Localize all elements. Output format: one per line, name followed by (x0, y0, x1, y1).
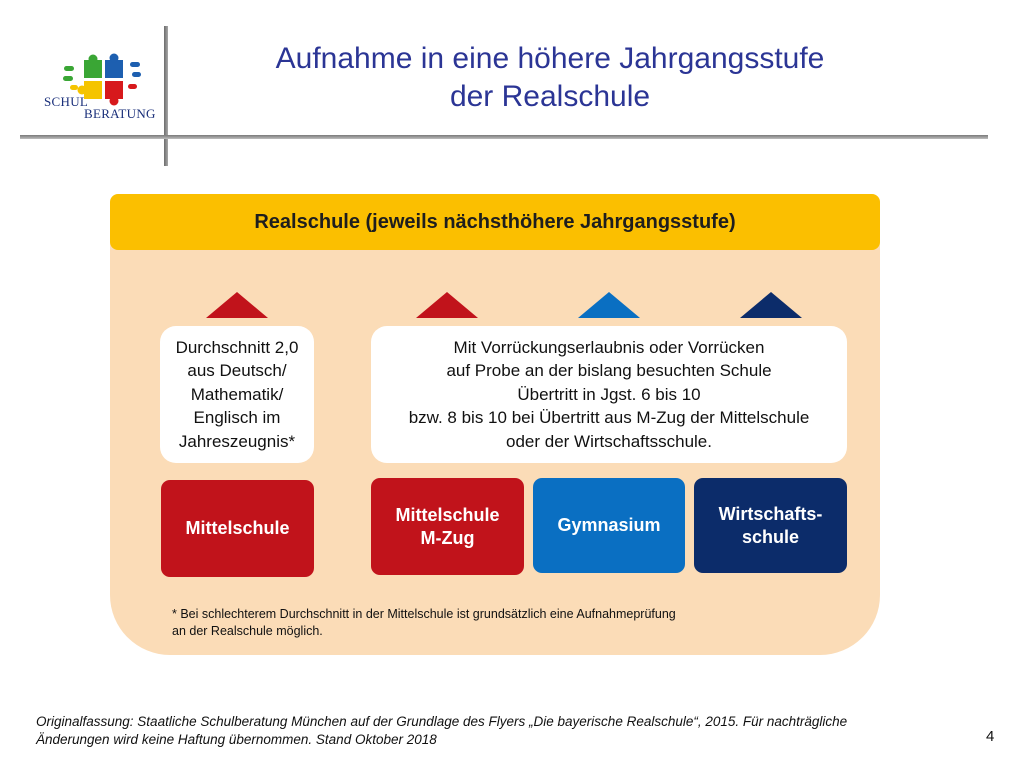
requirement-average-bubble (160, 326, 314, 463)
arrow-shape (206, 292, 268, 318)
arrow-up-icon (740, 292, 802, 318)
title-line-2: der Realschule (449, 80, 651, 113)
arrow-up-icon (206, 292, 268, 318)
arrow-shape (740, 292, 802, 318)
school-box-gymnasium (533, 478, 685, 573)
source-line-2: Änderungen wird keine Haftung übernommen. Stand Oktober 2018 (36, 732, 437, 747)
school-box-mittelschule (161, 480, 314, 577)
arrow-shape (578, 292, 640, 318)
page-title (200, 40, 900, 116)
arrow-shape (416, 292, 478, 318)
requirement-line: auf Probe an der bislang besuchten Schule (446, 361, 772, 381)
header-horizontal-divider (20, 135, 988, 139)
page-number: 4 (986, 728, 995, 745)
requirement-line: Jahreszeugnis* (178, 431, 296, 451)
requirement-line: bzw. 8 bis 10 bei Übertritt aus M-Zug der Mittelschule (408, 408, 810, 428)
source-line-1: Originalfassung: Staatliche Schulberatung München auf der Grundlage des Flyers „Die bayerische Realschule“, 2015. Für nachträgliche (36, 714, 848, 729)
school-box-wirtschaftsschule (694, 478, 847, 573)
title-line-1: Aufnahme in eine höhere Jahrgangsstufe (275, 42, 825, 75)
footnote-line-1: * Bei schlechterem Durchschnitt in der Mittelschule ist grundsätzlich eine Aufnahmeprüfung (172, 607, 676, 621)
school-label: Mittelschule (185, 518, 290, 538)
requirement-line: aus Deutsch/ (187, 361, 287, 381)
requirement-line: Mit Vorrückungserlaubnis oder Vorrücken (453, 337, 765, 357)
school-label: M-Zug (420, 527, 475, 548)
school-label: Wirtschafts- (718, 503, 823, 524)
requirement-line: Englisch im (193, 408, 281, 428)
schulberatung-logo (38, 48, 156, 126)
header-vertical-divider (164, 26, 168, 166)
arrow-up-icon (578, 292, 640, 318)
school-label: Gymnasium (557, 515, 661, 535)
requirement-line: Übertritt in Jgst. 6 bis 10 (517, 384, 701, 404)
school-label: Mittelschule (395, 504, 500, 525)
requirement-line: Mathematik/ (190, 384, 284, 404)
realschule-banner: Realschule (jeweils nächsthöhere Jahrgangsstufe) (110, 194, 880, 250)
requirement-promotion-bubble (371, 326, 847, 463)
footnote-line-2: an der Realschule möglich. (172, 624, 323, 638)
footnote (172, 606, 792, 640)
school-label: schule (741, 526, 799, 547)
logo-text-beratung: BERATUNG (84, 106, 156, 121)
arrow-up-icon (416, 292, 478, 318)
requirement-line: Durchschnitt 2,0 (175, 337, 299, 357)
school-box-mittelschule-m-zug (371, 478, 524, 575)
logo-text-schul: SCHUL (44, 94, 89, 109)
source-note (36, 713, 936, 749)
requirement-line: oder der Wirtschaftsschule. (506, 431, 712, 451)
